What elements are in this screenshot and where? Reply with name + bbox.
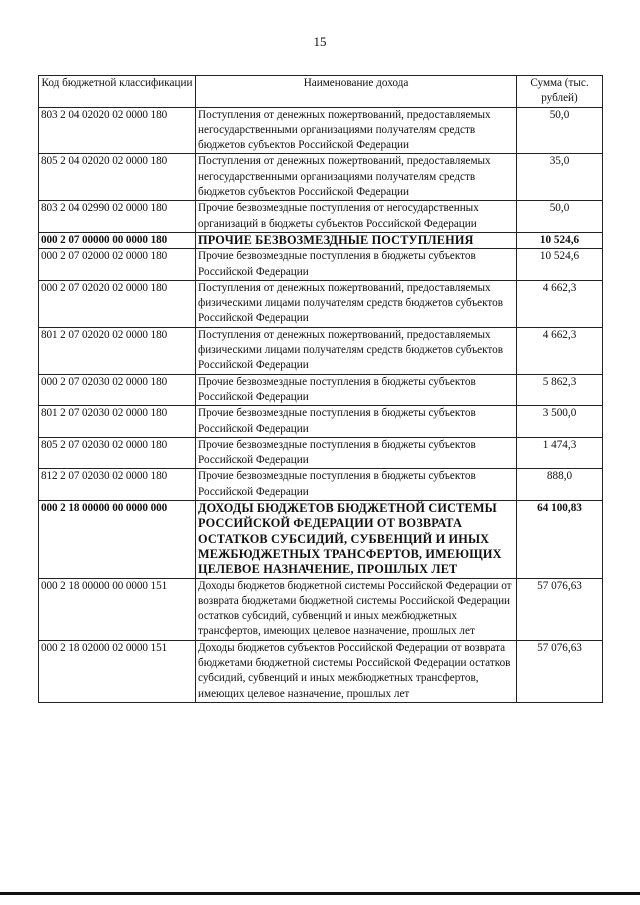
- cell-sum: 10 524,6: [517, 232, 603, 248]
- cell-sum: 57 076,63: [517, 640, 603, 702]
- cell-sum: 3 500,0: [517, 406, 603, 438]
- cell-name: Доходы бюджетов субъектов Российской Федерации от возврата бюджетами бюджетной системы Российской Федерации остатков субсидий, субвенций и иных межбюджетных трансфертов, имеющих целевое назначение, прошлых лет: [196, 640, 517, 702]
- table-row: [39, 374, 603, 406]
- table-row: [39, 640, 603, 702]
- cell-name: Поступления от денежных пожертвований, предоставляемых негосударственными организациями получателям средств бюджетов субъектов Российской Федерации: [196, 107, 517, 154]
- cell-name: Поступления от денежных пожертвований, предоставляемых негосударственными организациями получателям средств бюджетов субъектов Российской Федерации: [196, 154, 517, 201]
- table-row: [39, 406, 603, 438]
- cell-sum: 1 474,3: [517, 437, 603, 469]
- page-number: 15: [313, 34, 327, 49]
- table-row: [39, 201, 603, 233]
- budget-revenue-table: [38, 75, 603, 703]
- table-row: [39, 232, 603, 248]
- cell-code: 803 2 04 02990 02 0000 180: [39, 201, 196, 233]
- cell-name: Прочие безвозмездные поступления в бюджеты субъектов Российской Федерации: [196, 374, 517, 406]
- table-row: [39, 578, 603, 640]
- table-header-row: [39, 76, 603, 108]
- header-name: Наименование дохода: [196, 76, 517, 108]
- cell-code: 801 2 07 02020 02 0000 180: [39, 327, 196, 374]
- table-row: [39, 107, 603, 154]
- cell-sum: 50,0: [517, 107, 603, 154]
- cell-code: 000 2 07 00000 00 0000 180: [39, 232, 196, 248]
- cell-sum: 888,0: [517, 469, 603, 501]
- cell-code: 801 2 07 02030 02 0000 180: [39, 406, 196, 438]
- cell-name: ДОХОДЫ БЮДЖЕТОВ БЮДЖЕТНОЙ СИСТЕМЫ РОССИЙСКОЙ ФЕДЕРАЦИИ ОТ ВОЗВРАТА ОСТАТКОВ СУБСИДИЙ, СУБВЕНЦИЙ И ИНЫХ МЕЖБЮДЖЕТНЫХ ТРАНСФЕРТОВ, ИМЕЮЩИХ ЦЕЛЕВОЕ НАЗНАЧЕНИЕ, ПРОШЛЫХ ЛЕТ: [196, 501, 517, 578]
- cell-code: 805 2 07 02030 02 0000 180: [39, 437, 196, 469]
- cell-code: 000 2 18 00000 00 0000 151: [39, 578, 196, 640]
- table-row: [39, 327, 603, 374]
- cell-code: 000 2 18 02000 02 0000 151: [39, 640, 196, 702]
- cell-code: 000 2 07 02020 02 0000 180: [39, 280, 196, 327]
- header-sum: Сумма (тыс. рублей): [517, 76, 603, 108]
- cell-name: Прочие безвозмездные поступления в бюджеты субъектов Российской Федерации: [196, 469, 517, 501]
- cell-sum: 57 076,63: [517, 578, 603, 640]
- cell-code: 000 2 07 02030 02 0000 180: [39, 374, 196, 406]
- table-body: [39, 107, 603, 702]
- table-row: [39, 469, 603, 501]
- table-row: [39, 501, 603, 578]
- cell-code: 000 2 18 00000 00 0000 000: [39, 501, 196, 578]
- cell-name: Поступления от денежных пожертвований, предоставляемых физическими лицами получателям средств бюджетов субъектов Российской Федерации: [196, 327, 517, 374]
- cell-name: Прочие безвозмездные поступления в бюджеты субъектов Российской Федерации: [196, 437, 517, 469]
- cell-sum: 35,0: [517, 154, 603, 201]
- table-row: [39, 154, 603, 201]
- cell-name: Доходы бюджетов бюджетной системы Российской Федерации от возврата бюджетами бюджетной системы Российской Федерации остатков субсидий, субвенций и иных межбюджетных трансфертов, имеющих целевое назначение, прошлых лет: [196, 578, 517, 640]
- table-row: [39, 437, 603, 469]
- cell-sum: 4 662,3: [517, 327, 603, 374]
- cell-code: 805 2 04 02020 02 0000 180: [39, 154, 196, 201]
- cell-name: Поступления от денежных пожертвований, предоставляемых физическими лицами получателям средств бюджетов субъектов Российской Федерации: [196, 280, 517, 327]
- cell-sum: 4 662,3: [517, 280, 603, 327]
- cell-sum: 5 862,3: [517, 374, 603, 406]
- cell-sum: 50,0: [517, 201, 603, 233]
- cell-sum: 64 100,83: [517, 501, 603, 578]
- cell-name: Прочие безвозмездные поступления в бюджеты субъектов Российской Федерации: [196, 249, 517, 281]
- cell-code: 000 2 07 02000 02 0000 180: [39, 249, 196, 281]
- cell-name: Прочие безвозмездные поступления в бюджеты субъектов Российской Федерации: [196, 406, 517, 438]
- cell-name: ПРОЧИЕ БЕЗВОЗМЕЗДНЫЕ ПОСТУПЛЕНИЯ: [196, 232, 517, 248]
- page-bottom-rule: [0, 892, 640, 895]
- cell-sum: 10 524,6: [517, 249, 603, 281]
- cell-name: Прочие безвозмездные поступления от негосударственных организаций в бюджеты субъектов Российской Федерации: [196, 201, 517, 233]
- cell-code: 812 2 07 02030 02 0000 180: [39, 469, 196, 501]
- table-row: [39, 249, 603, 281]
- table-row: [39, 280, 603, 327]
- cell-code: 803 2 04 02020 02 0000 180: [39, 107, 196, 154]
- header-code: Код бюджетной классификации: [39, 76, 196, 108]
